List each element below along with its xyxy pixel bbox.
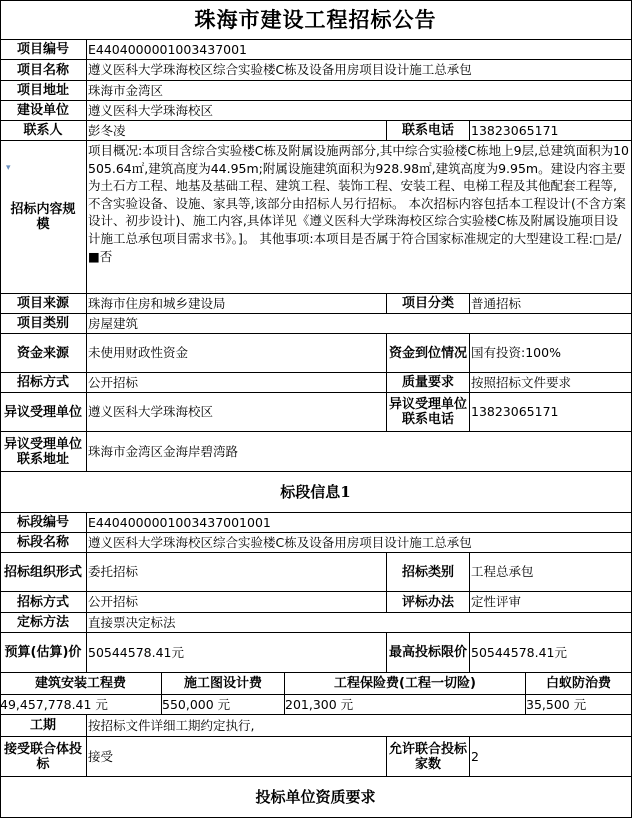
max-price-label: 最高投标限价	[387, 633, 470, 673]
jv-count-value: 2	[470, 737, 632, 777]
org-form-value: 委托招标	[87, 553, 387, 592]
objection-address-value: 珠海市金湾区金海岸碧湾路	[87, 432, 632, 472]
page-title: 珠海市建设工程招标公告	[0, 0, 632, 40]
builder-value: 遵义医科大学珠海校区	[87, 101, 632, 121]
project-address-label: 项目地址	[0, 81, 87, 101]
type-value: 房屋建筑	[87, 314, 632, 334]
project-name-label: 项目名称	[0, 60, 87, 81]
fee-value-insurance: 201,300 元	[285, 695, 526, 715]
fee-value-termite: 35,500 元	[526, 695, 632, 715]
category-label: 项目分类	[387, 294, 470, 314]
budget-label: 预算(估算)价	[0, 633, 87, 673]
section-code-label: 标段编号	[0, 513, 87, 533]
section-code-value: E4404000001003437001001	[87, 513, 632, 533]
objection-unit-value: 遵义医科大学珠海校区	[87, 393, 387, 432]
builder-label: 建设单位	[0, 101, 87, 121]
budget-value: 50544578.41元	[87, 633, 387, 673]
jv-value: 接受	[87, 737, 387, 777]
quality-label: 质量要求	[387, 373, 470, 393]
project-code-value: E4404000001003437001	[87, 40, 632, 60]
section-name-value: 遵义医科大学珠海校区综合实验楼C栋及设备用房项目设计施工总承包	[87, 533, 632, 553]
fee-value-design: 550,000 元	[162, 695, 285, 715]
phone-value: 13823065171	[470, 121, 632, 141]
category-value: 普通招标	[470, 294, 632, 314]
source-value: 珠海市住房和城乡建设局	[87, 294, 387, 314]
project-code-label: 项目编号	[0, 40, 87, 60]
funds-value: 未使用财政性资金	[87, 334, 387, 373]
fee-header-termite: 白蚁防治费	[526, 673, 632, 695]
fee-header-design: 施工图设计费	[162, 673, 285, 695]
funds-label: 资金来源	[0, 334, 87, 373]
period-label: 工期	[0, 715, 87, 737]
eval-method-label: 评标办法	[387, 592, 470, 613]
caret-marker-icon: ▾	[6, 163, 11, 173]
section-method-value: 公开招标	[87, 592, 387, 613]
fee-header-insurance: 工程保险费(工程一切险)	[285, 673, 526, 695]
project-name-value: 遵义医科大学珠海校区综合实验楼C栋及设备用房项目设计施工总承包	[87, 60, 632, 81]
decide-method-label: 定标方法	[0, 613, 87, 633]
jv-label: 接受联合体投标	[0, 737, 87, 777]
fee-header-construction: 建筑安装工程费	[0, 673, 162, 695]
section-heading: 标段信息1	[0, 472, 632, 513]
source-label: 项目来源	[0, 294, 87, 314]
eval-method-value: 定性评审	[470, 592, 632, 613]
max-price-value: 50544578.41元	[470, 633, 632, 673]
scope-label: 招标内容规模	[0, 141, 87, 294]
type-label: 项目类别	[0, 314, 87, 334]
objection-unit-label: 异议受理单位	[0, 393, 87, 432]
decide-method-value: 直接票决定标法	[87, 613, 632, 633]
bid-method-value: 公开招标	[87, 373, 387, 393]
jv-count-label: 允许联合投标家数	[387, 737, 470, 777]
objection-phone-label: 异议受理单位联系电话	[387, 393, 470, 432]
qualification-heading: 投标单位资质要求	[0, 777, 632, 818]
bid-category-value: 工程总承包	[470, 553, 632, 592]
funds-status-label: 资金到位情况	[387, 334, 470, 373]
bid-method-label: 招标方式	[0, 373, 87, 393]
section-method-label: 招标方式	[0, 592, 87, 613]
objection-phone-value: 13823065171	[470, 393, 632, 432]
fee-value-construction: 49,457,778.41 元	[0, 695, 162, 715]
project-address-value: 珠海市金湾区	[87, 81, 632, 101]
period-value: 按招标文件详细工期约定执行,	[87, 715, 632, 737]
funds-status-value: 国有投资:100%	[470, 334, 632, 373]
objection-address-label: 异议受理单位联系地址	[0, 432, 87, 472]
bid-category-label: 招标类别	[387, 553, 470, 592]
contact-label: 联系人	[0, 121, 87, 141]
scope-description: 项目概况:本项目含综合实验楼C栋及附属设施两部分,其中综合实验楼C栋地上9层,总建筑面积为10505.64㎡,建筑高度为44.95m;附属设施建筑面积为928.98㎡,建筑高度为9.95m。建设内容主要为土石方工程、地基及基础工程、建筑工程、装饰工程、安装工程、电梯工程及其他配套工程等,不含实验设备、设施、家具等,该部分由招标人另行招标。 本次招标内容包括本工程设计(不含方案设计、初步设计)、施工内容,具体详见《遵义医科大学珠海校区综合实验楼C栋及附属设施项目设计施工总承包项目需求书》。]。 其他事项:本项目是否属于符合国家标准规定的大型建设工程:□是/■否	[87, 141, 632, 294]
section-name-label: 标段名称	[0, 533, 87, 553]
phone-label: 联系电话	[387, 121, 470, 141]
contact-value: 彭冬凌	[87, 121, 387, 141]
quality-value: 按照招标文件要求	[470, 373, 632, 393]
org-form-label: 招标组织形式	[0, 553, 87, 592]
